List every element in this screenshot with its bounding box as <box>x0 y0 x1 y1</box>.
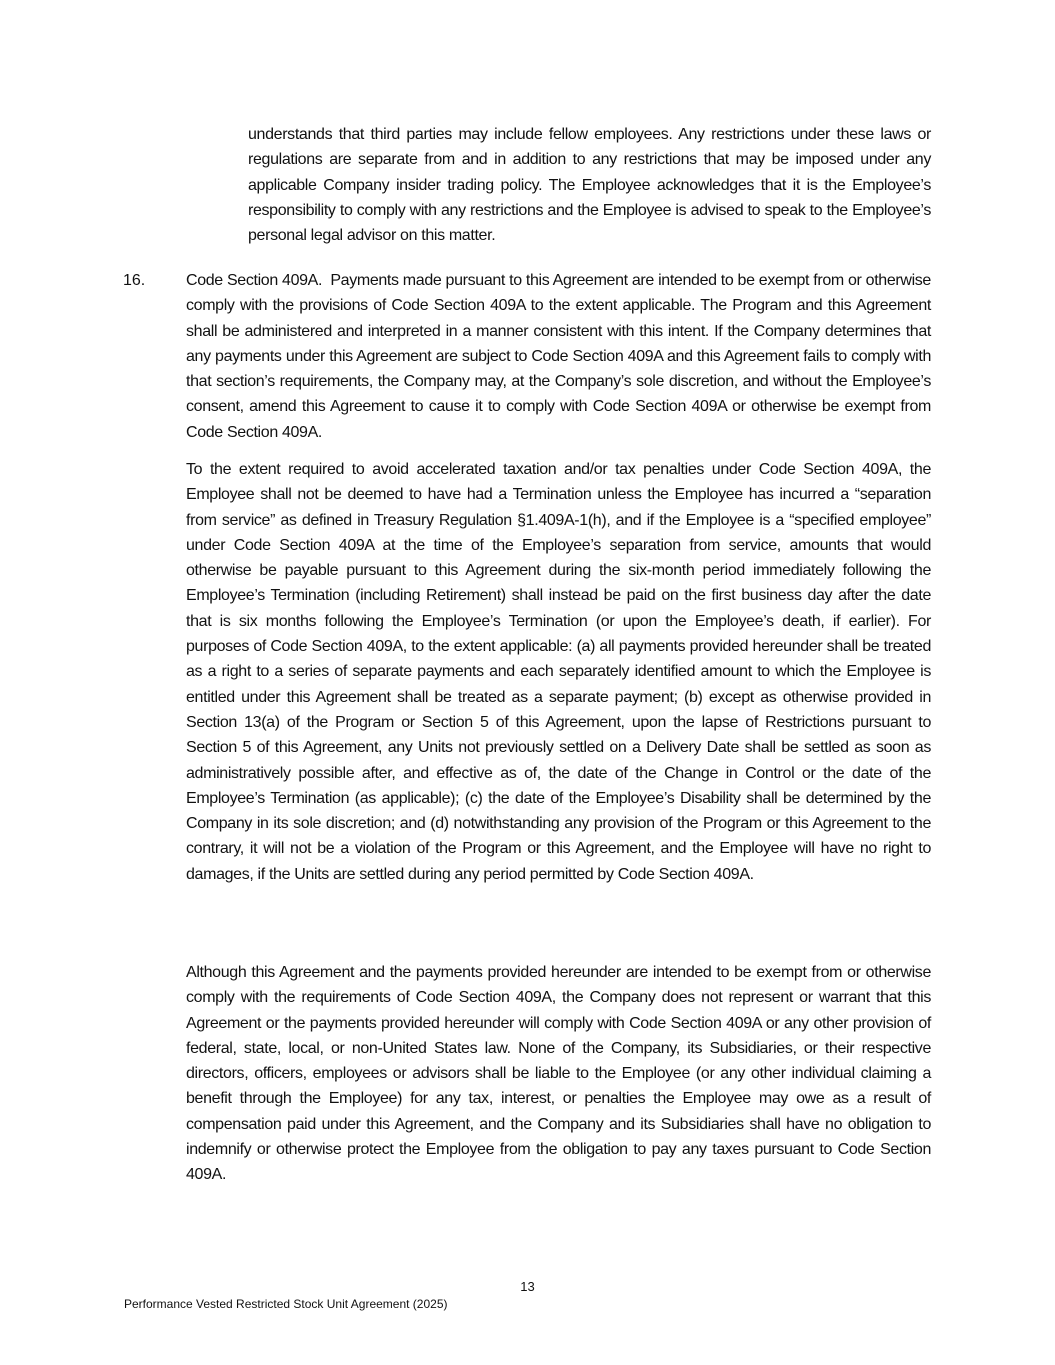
section-number: 16. <box>123 272 146 289</box>
page-number: 13 <box>520 1279 535 1294</box>
section-heading: Code Section 409A. <box>186 272 323 289</box>
document-footer: Performance Vested Restricted Stock Unit Agreement (2025) <box>124 1297 448 1311</box>
section-16-paragraph-1 <box>186 268 931 445</box>
section-text: Payments made pursuant to this Agreement are intended to be exempt from or otherwise comply with the provisions of Code Section 409A to the extent applicable. The Program and this Agreement shall be administered and interpreted in a manner consistent with this intent. If the Company determines that any payments under this Agreement are subject to Code Section 409A and this Agreement fails to comply with that section’s requirements, the Company may, at the Company’s sole discretion, and without the Employee’s consent, amend this Agreement to cause it to comply with Code Section 409A or otherwise be exempt from Code Section 409A. <box>186 272 931 441</box>
section-16-paragraph-3: Although this Agreement and the payments provided hereunder are intended to be exempt from or otherwise comply with the requirements of Code Section 409A, the Company does not represent or warrant that this Agreement or the payments provided hereunder will comply with Code Section 409A or any other provision of federal, state, local, or non-United States law. None of the Company, its Subsidiaries, or their respective directors, officers, employees or advisors shall be liable to the Employee (or any other individual claiming a benefit through the Employee) for any tax, interest, or penalties the Employee may owe as a result of compensation paid under this Agreement, and the Company and its Subsidiaries shall have no obligation to indemnify or otherwise protect the Employee from the obligation to pay any taxes pursuant to Code Section 409A. <box>186 964 931 1184</box>
section-16-paragraph-2: To the extent required to avoid accelerated taxation and/or tax penalties under Code Section 409A, the Employee shall not be deemed to have had a Termination unless the Employee has incurred a “separation from service” as defined in Treasury Regulation §1.409A-1(h), and if the Employee is a “specified employee” under Code Section 409A at the time of the Employee’s separation from service, amounts that would otherwise be payable pursuant to this Agreement during the six-month period immediately following the Employee’s Termination (including Retirement) shall instead be paid on the first business day after the date that is six months following the Employee’s Termination (or upon the Employee’s death, if earlier). For purposes of Code Section 409A, to the extent applicable: (a) all payments provided hereunder shall be treated as a right to a series of separate payments and each separately identified amount to which the Employee is entitled under this Agreement shall be treated as a separate payment; (b) except as otherwise provided in Section 13(a) of the Program or Section 5 of this Agreement, upon the lapse of Restrictions pursuant to Section 5 of this Agreement, any Units not previously settled on a Delivery Date shall be settled as soon as administratively possible after, and effective as of, the date of the Change in Control or the date of the Employee’s Termination (as applicable); (c) the date of the Employee’s Disability shall be determined by the Company in its sole discretion; and (d) notwithstanding any provision of the Program or this Agreement to the contrary, it will not be a violation of the Program or this Agreement, and the Employee will have no right to damages, if the Units are settled during any period permitted by Code Section 409A. <box>186 461 931 883</box>
continuation-paragraph: understands that third parties may include fellow employees. Any restrictions under these laws or regulations are separate from and in addition to any restrictions that may be imposed under any applicable Company insider trading policy. The Employee acknowledges that it is the Employee’s responsibility to comply with any restrictions and the Employee is advised to speak to the Employee’s personal legal advisor on this matter. <box>248 126 931 245</box>
